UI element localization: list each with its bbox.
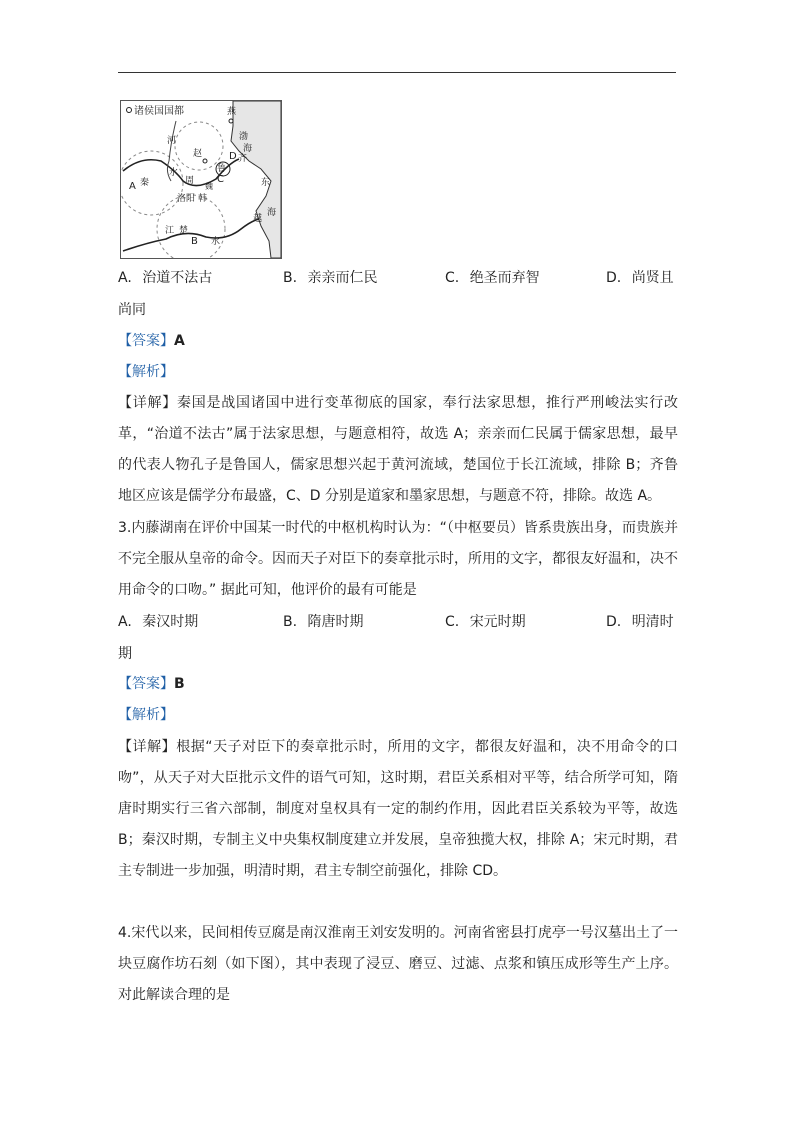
capital-legend-icon <box>127 108 132 113</box>
q3-option-c-text: 宋元时期 <box>469 614 526 630</box>
label-hai: 海 <box>243 144 253 154</box>
label-han: 韩 <box>198 194 208 204</box>
q2-option-d-wrap: 尚同 <box>118 302 146 318</box>
label-c: C <box>217 174 224 185</box>
q2-answer-tag: 【答案】 <box>118 333 174 349</box>
q2-option-b-text: 亲亲而仁民 <box>307 270 378 286</box>
q3-option-a <box>118 612 198 632</box>
q2-option-c <box>445 268 540 288</box>
q2-option-c-text: 绝圣而弃智 <box>469 270 540 286</box>
label-zhou: 周 <box>185 176 195 186</box>
capital-zhao-icon <box>203 159 207 163</box>
q3-option-b-text: 隋唐时期 <box>307 614 364 630</box>
label-shui1: 水 <box>169 168 179 178</box>
label-shui2: 水 <box>211 237 221 247</box>
q2-option-c-letter: C. <box>445 270 460 286</box>
q2-option-d-text: 尚贤且 <box>631 270 674 286</box>
label-qi: 齐 <box>238 154 248 164</box>
q2-option-b <box>283 268 378 288</box>
label-qin: 秦 <box>140 178 150 188</box>
label-yan: 燕 <box>227 107 237 117</box>
q2-answer-value: A <box>174 333 185 349</box>
q3-detail-tag: 【详解】 <box>118 739 177 755</box>
q3-analysis-tag: 【解析】 <box>118 707 174 723</box>
q2-option-d-letter: D. <box>606 270 622 286</box>
q3-option-d-text: 明清时 <box>631 614 674 630</box>
q3-option-c <box>445 612 526 632</box>
q3-answer-value: B <box>174 676 185 692</box>
capital-yan-icon <box>229 119 233 123</box>
q3-answer-tag: 【答案】 <box>118 676 174 692</box>
map-legend: 诸侯国国都 <box>134 106 184 117</box>
q2-answer <box>118 331 185 351</box>
zhao-sphere <box>175 122 223 170</box>
q3-option-d-wrap: 期 <box>118 646 132 662</box>
label-he: 河 <box>167 136 177 146</box>
q2-option-a-text: 治道不法古 <box>142 270 213 286</box>
q2-option-b-letter: B. <box>283 270 298 286</box>
warring-states-map <box>120 100 282 259</box>
q2-detail <box>118 388 678 512</box>
label-bo: 渤 <box>239 132 249 142</box>
label-luoyang: 洛阳 <box>177 194 196 204</box>
q3-option-b <box>283 612 364 632</box>
map-svg <box>121 101 281 258</box>
label-dong: 东 <box>261 178 271 188</box>
label-lu: 鲁 <box>217 164 227 174</box>
label-jiang: 江 <box>165 226 175 236</box>
q3-option-d <box>606 612 674 632</box>
sea-area <box>231 101 281 258</box>
q3-option-b-letter: B. <box>283 614 298 630</box>
q2-detail-tag: 【详解】 <box>118 395 178 411</box>
label-b: B <box>191 236 198 247</box>
header-rule <box>118 72 676 73</box>
q3-answer <box>118 674 185 694</box>
q3-detail-text: 根据“天子对臣下的奏章批示时，所用的文字，都很友好温和，决不用命令的口吻”，从天子对大臣批示文件的语气可知，这时期，君臣关系相对平等，结合所学可知，隋唐时期实行三省六部制，制度对皇权具有一定的制约作用，因此君臣关系较为平等，故选 B；秦汉时期，专制主义中央集权制度建立并发展，皇帝独揽大权，排除 A；宋元时期，君主专制进一步加强，明清时期，君主专制空前强化，排除 CD。 <box>118 739 678 879</box>
q3-option-a-letter: A. <box>118 614 132 630</box>
q2-option-a <box>118 268 212 288</box>
label-wei: 魏 <box>205 182 213 191</box>
label-chu: 楚 <box>179 226 189 236</box>
q4-stem: 4.宋代以来，民间相传豆腐是南汉淮南王刘安发明的。河南省密县打虎亭一号汉墓出土了一块豆腐作坊石刻（如下图），其中表现了浸豆、磨豆、过滤、点浆和镇压成形等生产上序。对此解读合理的是 <box>118 925 678 1003</box>
q3-option-d-letter: D. <box>606 614 622 630</box>
label-hai2: 海 <box>267 208 277 218</box>
q3-stem: 3.内藤湖南在评价中国某一时代的中枢机构时认为：“（中枢要员）皆系贵族出身，而贵族并不完全服从皇帝的命令。因而天子对臣下的奏章批示时，所用的文字，都很友好温和，决不用命令的口吻。” 据此可知，他评价的最有可能是 <box>118 520 678 598</box>
q2-option-d <box>606 268 674 288</box>
label-d: D <box>229 151 237 162</box>
q3-detail <box>118 732 678 887</box>
label-zhao: 赵 <box>193 149 203 159</box>
label-a: A <box>129 181 136 192</box>
q3-option-a-text: 秦汉时期 <box>142 614 199 630</box>
q2-analysis-tag: 【解析】 <box>118 364 174 380</box>
q2-option-a-letter: A. <box>118 270 132 286</box>
q2-detail-text: 秦国是战国诸国中进行变革彻底的国家，奉行法家思想，推行严刑峻法实行改革，“治道不法古”属于法家思想，与题意相符，故选 A；亲亲而仁民属于儒家思想，最早的代表人物孔子是鲁国人，儒家思想兴起于黄河流域，楚国位于长江流域，排除 B；齐鲁地区应该是儒学分布最盛，C、D 分别是道家和墨家思想，与题意不符，排除。故选 A。 <box>118 395 679 504</box>
label-yue: 越 <box>253 214 263 224</box>
q3-option-c-letter: C. <box>445 614 460 630</box>
